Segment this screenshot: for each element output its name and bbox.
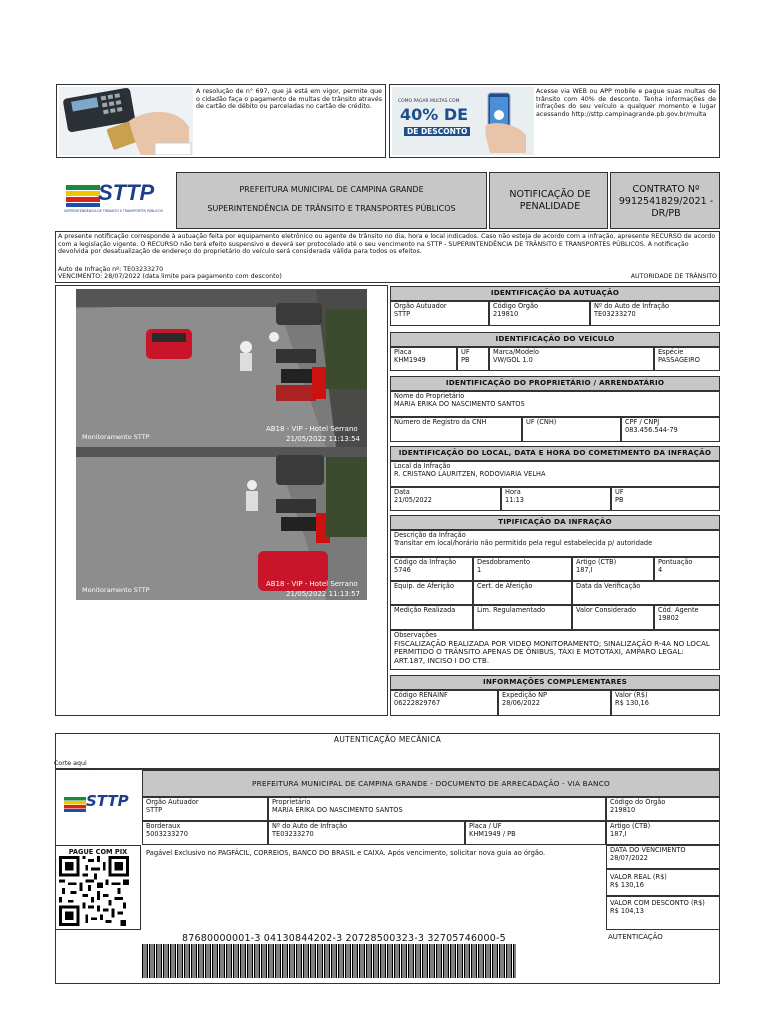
street-scene-top [76, 289, 367, 447]
resolution-text: A resolução de n° 697, que já está em vigor, permite que o cidadão faça o pagamento de multas de trânsito através de cartão de débito ou parceladas no cartão de crédito. [196, 88, 382, 111]
tipificacao-pontuacao: Pontuação 4 [654, 557, 720, 581]
notice-box [55, 231, 720, 283]
tipificacao-artigo: Artigo (CTB) 187,I [572, 557, 654, 581]
veiculo-uf: UF PB [457, 347, 489, 371]
notice-vencimento: VENCIMENTO: 28/07/2022 (data limite para pagamento com desconto) [58, 273, 282, 280]
barcode-line: 87680000001-3 04130844202-3 20728500323-3 32705746000-5 [182, 933, 506, 944]
darm-orgao: Órgão Autuador STTP [142, 797, 268, 821]
tipificacao-descricao: Descrição da Infração Transitar em local/horário não permitido pela regul estabelecida p/ autoridade [390, 530, 720, 557]
tipificacao-valor: Valor Considerado [572, 605, 654, 630]
top-banner-right [389, 84, 720, 158]
tipificacao-medicao: Medição Realizada [390, 605, 473, 630]
photo-bottom-watermark: Monitoramento STTP [82, 586, 150, 594]
logo-text: STTP [98, 180, 155, 205]
doc-type: NOTIFICAÇÃO DE PENALIDADE [509, 189, 591, 212]
darm-artigo: Artigo (CTB) 187,I [606, 821, 720, 845]
org-sub: SUPERINTENDÊNCIA DE TRÂNSITO E TRANSPORTES PÚBLICOS [207, 204, 456, 213]
pix-label: PAGUE COM PIX [68, 848, 128, 856]
tipificacao-agente: Cód. Agente 19802 [654, 605, 720, 630]
tipificacao-limite: Lim. Regulamentado [473, 605, 572, 630]
veiculo-especie: Espécie PASSAGEIRO [654, 347, 720, 371]
darm-logo-text: STTP [86, 792, 129, 810]
web-app-text: Acesse via WEB ou APP mobile e pague suas multas de trânsito com 40% de desconto. Tenha informações de infrações do seu veículo a qualquer momento e lugar acessando http://sttp.campinagrande.pb.gov.br/multa [536, 88, 716, 118]
local-data: Data 21/05/2022 [390, 487, 501, 511]
local-uf: UF PB [611, 487, 720, 511]
contract-number: CONTRATO Nº 9912541829/2021 - DR/PB [618, 184, 714, 219]
proprietario-header: IDENTIFICAÇÃO DO PROPRIETÁRIO / ARRENDATÁRIO [390, 376, 720, 391]
card-machine-icon [59, 87, 193, 155]
notice-auto: Auto de Infração nº: TE03233270 [58, 266, 164, 273]
darm-vencimento: DATA DO VENCIMENTO 28/07/2022 [606, 845, 720, 869]
doc-type-box [489, 172, 608, 229]
sttp-logo [62, 182, 172, 216]
darm-placa: Placa / UF KHM1949 / PB [465, 821, 606, 845]
veiculo-placa: Placa KHM1949 [390, 347, 457, 371]
corte-aqui: Corte aqui [54, 760, 87, 767]
contract-box [610, 172, 720, 229]
proprietario-cpf: CPF / CNPJ 083.456.544-79 [621, 417, 720, 442]
darm-codigo-orgao: Código do Órgão 219810 [606, 797, 720, 821]
proprietario-cnh: Número de Registro da CNH [390, 417, 522, 442]
photo-top-caption2: 21/05/2022 11:13:54 [286, 435, 361, 443]
photo-bottom-caption2: 21/05/2022 11:13:57 [286, 590, 361, 598]
pagavel-text: Pagável Exclusivo no PAGFÁCIL, CORREIOS, BANCO DO BRASIL e CAIXA. Após vencimento, solicitar nova guia ao órgão. [146, 849, 546, 857]
darm-auto: Nº do Auto de Infração TE03233270 [268, 821, 465, 845]
photo-top [76, 289, 367, 447]
notice-text: A presente notificação corresponde à autuação feita por equipamento eletrônico ou agente de trânsito no dia, hora e local indicados. Caso não esteja de acordo com a infração, apresente RECURSO de acordo com a legislação vigente. O RECURSO não terá efeito suspensivo e deverá ser protocolado até o seu vencimento na STTP - SUPERINTENDÊNCIA DE TRÂNSITO E TRANSPORTES PÚBLICOS. A notificação devolvida por desatualização de endereço do proprietário do veículo será considerada válida para todos os efeitos. [58, 233, 716, 256]
promo-line1: COMO PAGAR MULTAS COM [398, 99, 460, 104]
darm-title: PREFEITURA MUNICIPAL DE CAMPINA GRANDE - DOCUMENTO DE ARRECADAÇÃO - VIA BANCO [142, 770, 720, 797]
promo-line2: DE DESCONTO [404, 127, 470, 136]
tipificacao-observacoes: Observações FISCALIZAÇÃO REALIZADA POR VIDEO MONITORAMENTO; SINALIZAÇÃO R-4A NO LOCAL PERMITIDO O TRÂNSITO APENAS DE ÔNIBUS, TÁXI E MOTOTÁXI, AMPARO LEGAL: ART.187, INCISO I DO CTB. [390, 630, 720, 670]
discount-promo-image [392, 87, 534, 155]
logo-subtitle: SUPERINTENDÊNCIA DE TRÂNSITO E TRANSPORTES PÚBLICOS [64, 209, 163, 213]
header-org-box [176, 172, 487, 229]
proprietario-nome: Nome do Proprietário MARIA ERIKA DO NASCIMENTO SANTOS [390, 391, 720, 417]
tipificacao-verificacao: Data da Verificação [572, 581, 720, 605]
notice-autoridade: AUTORIDADE DE TRÂNSITO [630, 273, 717, 280]
photo-bottom [76, 447, 367, 600]
org-name: PREFEITURA MUNICIPAL DE CAMPINA GRANDE [239, 185, 424, 194]
photo-top-caption1: AB18 - VIP - Hotel Serrano [266, 425, 358, 433]
complementares-valor: Valor (R$) R$ 130,16 [611, 690, 720, 716]
autenticacao-label: AUTENTICAÇÃO [608, 933, 663, 941]
promo-big: 40% DE [400, 105, 469, 124]
tipificacao-cert: Cert. de Aferição [473, 581, 572, 605]
local-infracao: Local da Infração R. CRISTANO LAURITZEN, RODOVIARIA VELHA [390, 461, 720, 487]
photo-top-watermark: Monitoramento STTP [82, 433, 150, 441]
tipificacao-equip: Equip. de Aferição [390, 581, 473, 605]
darm-logo [60, 790, 140, 820]
photo-bottom-caption1: AB18 - VIP - Hotel Serrano [266, 580, 358, 588]
tipificacao-codigo: Código da Infração 5746 [390, 557, 473, 581]
pix-qrcode[interactable] [58, 856, 130, 926]
phone-icon [480, 91, 530, 153]
local-header: IDENTIFICAÇÃO DO LOCAL, DATA E HORA DO COMETIMENTO DA INFRAÇÃO [390, 446, 720, 461]
complementares-renainf: Código RENAINF 06222829767 [390, 690, 498, 716]
complementares-expedicao: Expedição NP 28/06/2022 [498, 690, 611, 716]
autuacao-header: IDENTIFICAÇÃO DA AUTUAÇÃO [390, 286, 720, 301]
barcode [142, 944, 516, 978]
darm-valor-real: VALOR REAL (R$) R$ 130,16 [606, 869, 720, 896]
top-banner-left [56, 84, 386, 158]
veiculo-marca: Marca/Modelo VW/GOL 1.0 [489, 347, 654, 371]
tipificacao-header: TIPIFICAÇÃO DA INFRAÇÃO [390, 515, 720, 530]
autuacao-codigo: Código Orgão 219810 [489, 301, 590, 326]
complementares-header: INFORMAÇÕES COMPLEMENTARES [390, 675, 720, 690]
darm-logo-icon [64, 797, 86, 812]
autenticacao-mecanica-box [55, 733, 720, 769]
autuacao-orgao: Órgão Autuador STTP [390, 301, 489, 326]
local-hora: Hora 11:13 [501, 487, 611, 511]
street-scene-bottom [76, 447, 367, 600]
tipificacao-desdobramento: Desdobramento 1 [473, 557, 572, 581]
veiculo-header: IDENTIFICAÇÃO DO VEÍCULO [390, 332, 720, 347]
sttp-logo-icon [66, 185, 100, 207]
proprietario-ufcnh: UF (CNH) [522, 417, 621, 442]
darm-valor-desconto: VALOR COM DESCONTO (R$) R$ 104,13 [606, 896, 720, 930]
darm-proprietario: Proprietário MARIA ERIKA DO NASCIMENTO SANTOS [268, 797, 606, 821]
autuacao-auto: Nº do Auto de Infração TE03233270 [590, 301, 720, 326]
darm-borderaux: Borderaux 5003233270 [142, 821, 268, 845]
autenticacao-mecanica-label: AUTENTICAÇÃO MECÂNICA [333, 735, 442, 744]
